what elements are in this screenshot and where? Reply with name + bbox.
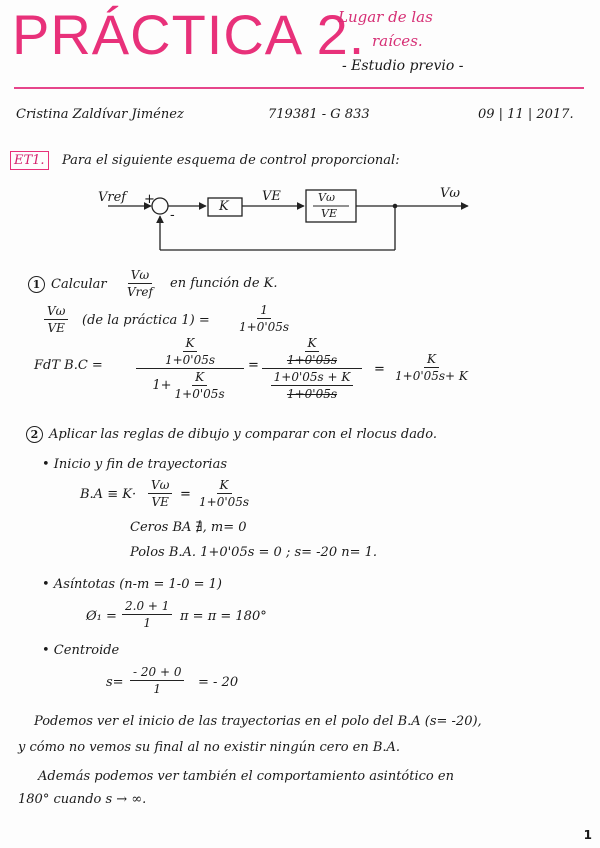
asym-prefix: Ø₁ =	[86, 609, 117, 624]
centroid-suffix: = - 20	[198, 675, 239, 690]
step2-heading: 2 Aplicar las reglas de dibujo y comparar con el rlocus dado.	[26, 426, 437, 443]
author-name: Cristina Zaldívar Jiménez	[16, 107, 184, 122]
gain-label: K	[219, 199, 229, 214]
equals-1: =	[248, 358, 259, 373]
input-label: Vref	[98, 190, 127, 205]
author-id: 719381 - G 833	[268, 107, 370, 122]
fdt-fraction-1: K 1+0'05s 1+ $\frac{K}{1+0'05s}$	[136, 336, 244, 401]
conclusion-line-2: y cómo no vemos su final al no existir ningún cero en B.A.	[18, 740, 401, 755]
exercise-statement: Para el siguiente esquema de control proporcional:	[62, 153, 400, 168]
minus-sign: -	[170, 208, 175, 223]
plant-numerator: Vω	[318, 191, 335, 204]
title-underline	[14, 87, 584, 89]
subtitle-line-1: Lugar de las	[338, 8, 433, 26]
plus-sign: +	[144, 192, 155, 207]
output-label: Vω	[440, 186, 460, 201]
bullet-centroid: • Centroide	[42, 643, 120, 658]
relation-note: (de la práctica 1) =	[82, 313, 210, 328]
equals-2: =	[374, 362, 385, 377]
fdt-result: $\frac{K}{1+0'05s+ K}$	[395, 352, 468, 383]
step2-number: 2	[26, 426, 43, 443]
mid-signal-label: VE	[262, 189, 281, 204]
fdt-label: FdT B.C =	[34, 358, 103, 373]
bullet-asymptotes: • Asíntotas (n-m = 1-0 = 1)	[42, 577, 222, 592]
plant-transfer: $\frac{1}{1+0'05s}$	[239, 303, 290, 334]
page-number: 1	[583, 828, 592, 842]
ba-equals: =	[180, 487, 191, 502]
subtitle-line-3: - Estudio previo -	[342, 58, 464, 74]
ba-label: B.A ≡ K·	[80, 487, 137, 502]
conclusion-line-4: 180° cuando s → ∞.	[18, 792, 147, 807]
centroid-prefix: s=	[106, 675, 124, 690]
exercise-tag: ET1.	[10, 151, 49, 170]
step1-heading: 1 Calcular	[28, 276, 107, 293]
step1-text-b: en función de K.	[170, 276, 278, 291]
centroid-fraction: $\frac{- 20 + 0}{1}$	[130, 665, 184, 696]
asym-suffix: π = π = 180°	[180, 609, 267, 624]
asym-fraction: $\frac{2.0 + 1}{1}$	[122, 599, 172, 630]
takeoff-point	[393, 204, 398, 209]
ba-plant-fraction: $\frac{V\omega}{VE}$	[148, 478, 172, 509]
step1-number: 1	[28, 276, 45, 293]
vw-over-ve: $\frac{V\omega}{VE}$	[44, 304, 68, 335]
zeros-line: Ceros BA ∄, m= 0	[130, 520, 247, 535]
page-title: PRÁCTICA 2.	[12, 3, 366, 66]
bullet-start-end: • Inicio y fin de trayectorias	[42, 457, 228, 472]
fdt-fraction-2: K 1+0'05s 1+0'05s + K 1+0'05s	[262, 336, 362, 401]
control-block-diagram	[0, 170, 600, 265]
author-date: 09 | 11 | 2017.	[478, 107, 574, 122]
vw-over-vref: Vω Vref	[127, 268, 153, 299]
plant-denominator: VE	[321, 207, 337, 220]
conclusion-line-1: Podemos ver el inicio de las trayectorias en el polo del B.A (s= -20),	[34, 714, 482, 729]
conclusion-line-3: Además podemos ver también el comportamiento asintótico en	[38, 769, 454, 784]
ba-result-fraction: $\frac{K}{1+0'05s}$	[199, 478, 250, 509]
poles-line: Polos B.A. 1+0'05s = 0 ; s= -20 n= 1.	[130, 545, 378, 560]
subtitle-line-2: raíces.	[372, 32, 423, 50]
